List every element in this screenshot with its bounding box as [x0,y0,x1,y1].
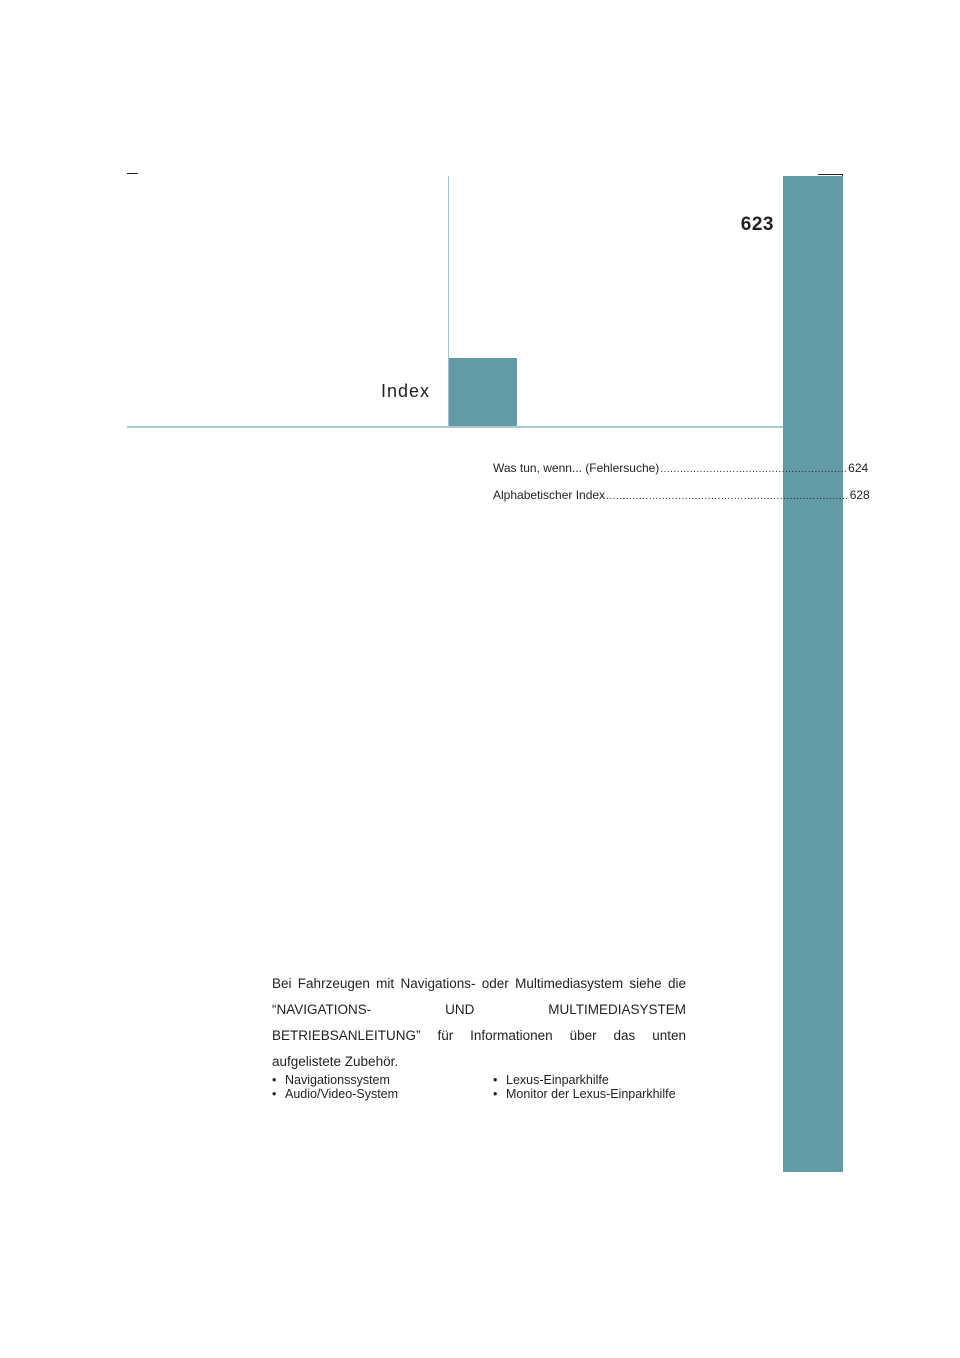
section-title: Index [380,381,430,401]
toc-leader-dots: .......................................................................... [606,491,849,502]
chapter-sidebar-tab [783,176,843,1172]
list-item-label: Navigationssystem [285,1073,390,1087]
bullet-marker: • [272,1087,277,1101]
toc-entry[interactable] [493,487,870,505]
toc-entry[interactable] [493,460,869,478]
header-horizontal-rule [127,426,783,428]
bullet-marker: • [493,1073,498,1087]
list-item-label: Audio/Video-System [285,1087,399,1101]
page-number: 623 [740,214,774,235]
crop-mark [127,173,138,174]
list-item-label: Monitor der Lexus-Einparkhilfe [506,1087,676,1101]
toc-leader-dots: ......................................................... [660,464,848,475]
list-item [493,1073,686,1087]
list-item [272,1087,472,1101]
list-item [272,1073,472,1087]
accessory-list-left [272,1073,472,1101]
toc-entry-page: 628 [849,488,870,502]
toc-entry-label: Alphabetischer Index [493,488,606,502]
multimedia-note: Bei Fahrzeugen mit Navigations- oder Multimediasystem siehe die “NAVIGATIONS- UND MULTIMEDIASYSTEM BETRIEBSANLEITUNG” für Informationen über das unten aufgelistete Zubehör. [272,976,686,1069]
bullet-marker: • [493,1087,498,1101]
accessory-list-right [493,1073,686,1101]
toc-entry-page: 624 [848,461,869,475]
crop-mark [818,174,842,175]
bullet-marker: • [272,1073,277,1087]
list-item [493,1087,686,1101]
toc-entry-label: Was tun, wenn... (Fehlersuche) [493,461,660,475]
list-item-label: Lexus-Einparkhilfe [506,1073,609,1087]
title-accent-block [449,358,517,426]
